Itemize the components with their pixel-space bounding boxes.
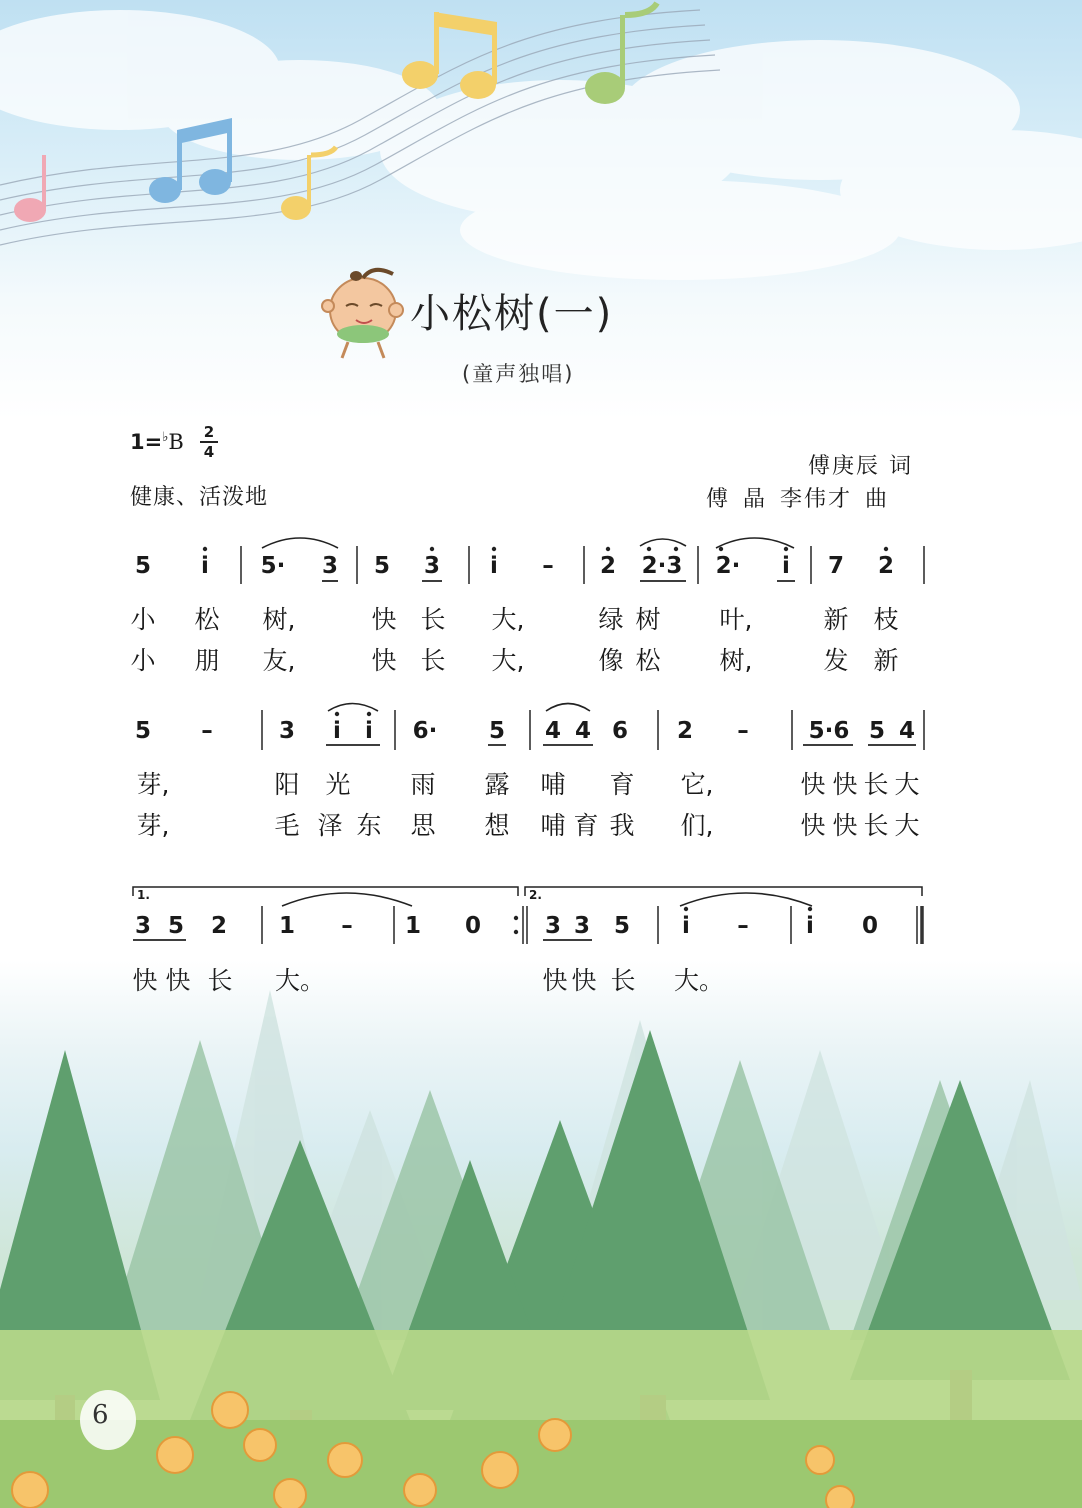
lyric: 树, <box>719 646 753 675</box>
lyric: 大。 <box>673 966 725 995</box>
note: 3 <box>278 718 296 744</box>
lyric: 光 <box>325 770 351 799</box>
note: 1 <box>278 913 296 939</box>
note: 2 <box>676 718 694 744</box>
time-signature-top: 2 <box>203 423 215 441</box>
note: 6· <box>412 718 438 744</box>
lyric: 长 <box>207 966 233 995</box>
lyric: 毛 <box>274 811 300 840</box>
lyric: 树 <box>635 605 661 634</box>
note: 5·6 <box>808 718 850 744</box>
lyric: 我 <box>609 811 635 840</box>
lyric: 快 <box>371 605 397 634</box>
lyric: 芽, <box>136 811 170 840</box>
note: 2 <box>599 553 617 579</box>
lyric: 松 <box>194 605 220 634</box>
lyric: 露 <box>484 770 510 799</box>
lyric: 叶, <box>719 605 753 634</box>
note: – <box>737 718 749 744</box>
note: 3 <box>544 913 562 939</box>
lyric: 快 <box>165 966 191 995</box>
note: 5 <box>167 913 185 939</box>
note: 5· <box>260 553 286 579</box>
octave-dots <box>203 547 888 911</box>
note: 4 <box>898 718 916 744</box>
note: 5 <box>613 913 631 939</box>
lyric: 快 <box>571 966 597 995</box>
lyric: 快 <box>832 770 858 799</box>
note: 2· <box>715 553 741 579</box>
lyric: 快 <box>132 966 158 995</box>
lyric: 们, <box>680 811 714 840</box>
lyric: 小 <box>130 605 156 634</box>
lyric: 快 <box>542 966 568 995</box>
lyric: 像 <box>598 646 624 675</box>
lyric: 绿 <box>598 605 624 634</box>
volta-second-label: 2. <box>529 888 542 902</box>
tempo-marking: 健康、活泼地 <box>130 485 269 510</box>
lyric: 松 <box>635 646 661 675</box>
lyric: 新 <box>823 605 849 634</box>
lyric: 育 <box>573 811 599 840</box>
song-subtitle: (童声独唱) <box>462 362 575 386</box>
lyric: 快 <box>800 811 826 840</box>
lyric: 大 <box>894 811 920 840</box>
note: 5 <box>868 718 886 744</box>
note: 4 <box>574 718 592 744</box>
note: 3 <box>573 913 591 939</box>
time-signature-bottom: 4 <box>203 443 215 461</box>
lyric: 阳 <box>274 770 300 799</box>
note: – <box>542 553 554 579</box>
note: 0 <box>464 913 482 939</box>
note: 6 <box>611 718 629 744</box>
note: 0 <box>861 913 879 939</box>
note: i <box>682 913 690 939</box>
flat-sign: ♭ <box>162 430 169 445</box>
lyric: 快 <box>832 811 858 840</box>
lyric: 雨 <box>410 770 436 799</box>
lyric: 树, <box>262 605 296 634</box>
slurs <box>262 538 812 906</box>
lyric: 枝 <box>873 605 899 634</box>
lyric: 长 <box>420 646 446 675</box>
note: 4 <box>544 718 562 744</box>
lyric: 它, <box>680 770 714 799</box>
note: 2 <box>877 553 895 579</box>
lyric: 想 <box>484 811 510 840</box>
lyricist-credit: 傅庚辰 词 <box>808 454 913 479</box>
lyric: 小 <box>130 646 156 675</box>
lyric: 东 <box>356 811 382 840</box>
lyric: 发 <box>823 646 849 675</box>
note-underlines <box>133 581 916 940</box>
note: i <box>806 913 814 939</box>
note: i <box>365 718 373 744</box>
note: 3 <box>423 553 441 579</box>
note: 3 <box>134 913 152 939</box>
lyric: 大, <box>491 646 525 675</box>
note: 3 <box>321 553 339 579</box>
lyric: 育 <box>609 770 635 799</box>
note: 5 <box>488 718 506 744</box>
composer-credit: 傅 晶 李伟才 曲 <box>706 487 889 512</box>
note: i <box>201 553 209 579</box>
note: 5 <box>134 553 152 579</box>
note: i <box>782 553 790 579</box>
lyric: 快 <box>800 770 826 799</box>
lyric: 快 <box>371 646 397 675</box>
page-number: 6 <box>92 1400 109 1430</box>
lyric: 长 <box>610 966 636 995</box>
lyric: 芽, <box>136 770 170 799</box>
note: – <box>341 913 353 939</box>
lyric: 长 <box>863 811 889 840</box>
lyric: 大 <box>894 770 920 799</box>
note: 2·3 <box>641 553 683 579</box>
lyric: 思 <box>410 811 436 840</box>
repeat-dots <box>514 916 518 934</box>
lyric: 大, <box>491 605 525 634</box>
song-title-text: 小松树(一) <box>410 291 614 337</box>
lyric: 长 <box>420 605 446 634</box>
volta-brackets <box>133 887 922 896</box>
note: 2 <box>210 913 228 939</box>
note: i <box>333 718 341 744</box>
note: 5 <box>134 718 152 744</box>
lyric: 朋 <box>194 646 220 675</box>
note: i <box>490 553 498 579</box>
volta-first-label: 1. <box>137 888 150 902</box>
note: 7 <box>827 553 845 579</box>
note: – <box>201 718 213 744</box>
lyric: 大。 <box>274 966 326 995</box>
note: – <box>737 913 749 939</box>
lyric: 泽 <box>317 811 343 840</box>
key-prefix: 1= <box>130 430 163 454</box>
key-note: B <box>168 430 184 454</box>
lyric: 长 <box>863 770 889 799</box>
lyric: 友, <box>262 646 296 675</box>
lyric: 哺 <box>540 811 566 840</box>
lyric: 新 <box>873 646 899 675</box>
note: 5 <box>373 553 391 579</box>
note: 1 <box>404 913 422 939</box>
lyric: 哺 <box>540 770 566 799</box>
